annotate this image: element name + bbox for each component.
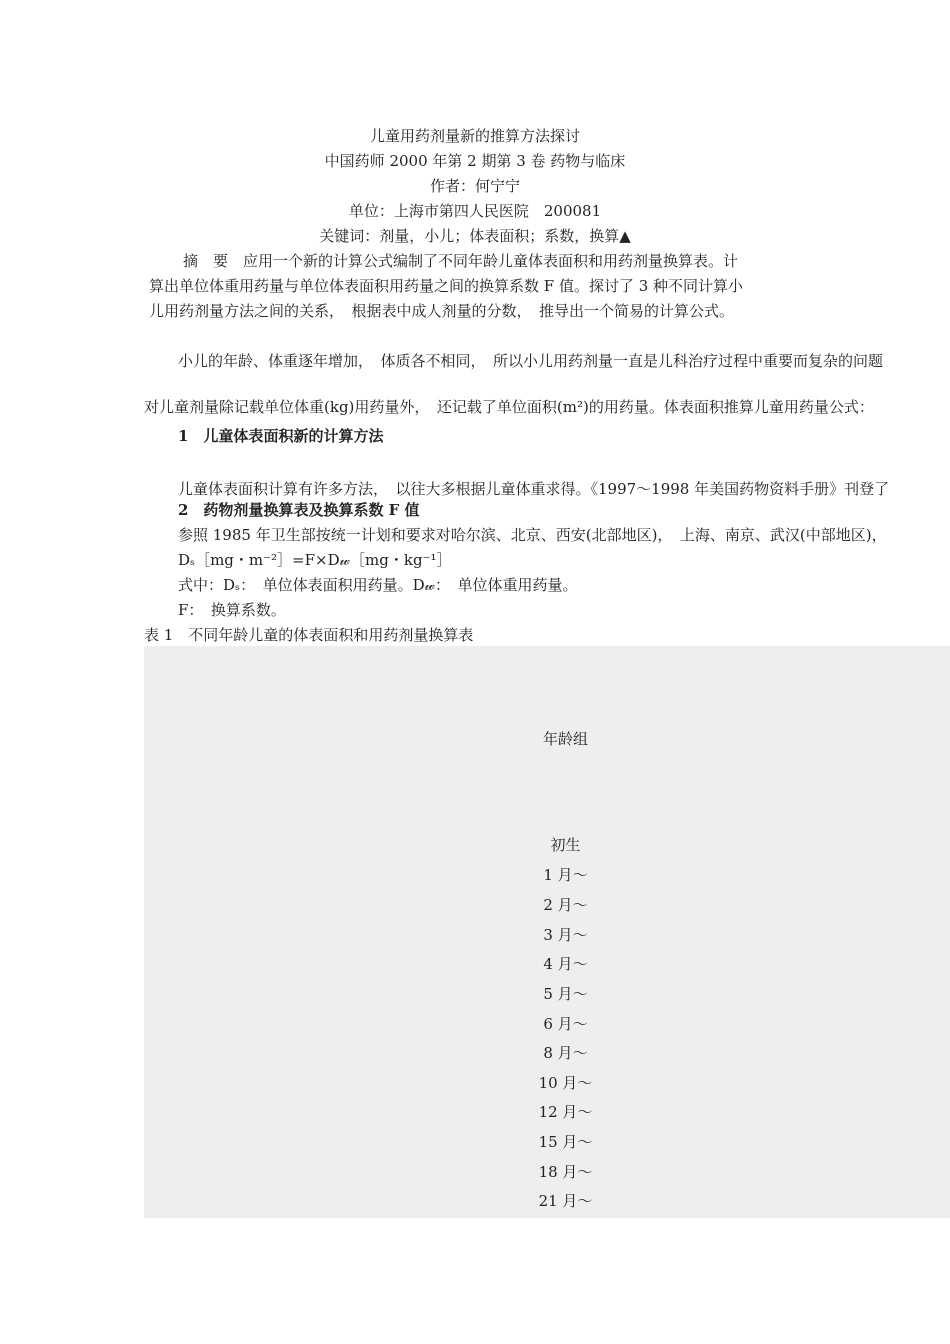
- article-title: 儿童用药剂量新的推算方法探讨: [369, 127, 580, 145]
- section-heading-1: 1 儿童体表面积新的计算方法: [178, 427, 384, 445]
- body-paragraph-3: 儿童体表面积计算有许多方法， 以往大多根据儿童体重求得。《1997～1998 年美国药物资料手册》刊登了: [178, 480, 890, 498]
- table-row: 18 月～: [538, 1163, 593, 1181]
- table-row: 4 月～: [543, 955, 588, 973]
- formula-definition-2: F： 换算系数。: [178, 601, 286, 619]
- body-paragraph-4: 参照 1985 年卫生部按统一计划和要求对哈尔滨、北京、西安(北部地区)， 上海、南京、武汉(中部地区)，: [178, 526, 887, 544]
- table-row: 12 月～: [538, 1103, 593, 1121]
- table-caption: 表 1 不同年龄儿童的体表面积和用药剂量换算表: [144, 626, 474, 644]
- section-heading-2: 2 药物剂量换算表及换算系数 F 值: [178, 501, 420, 519]
- table-row: 6 月～: [543, 1015, 588, 1033]
- keywords-line: 关键词：剂量，小儿；体表面积；系数，换算▲: [319, 227, 631, 245]
- table-row: 2 月～: [543, 896, 588, 914]
- table-row: 8 月～: [543, 1044, 588, 1062]
- table-row: 10 月～: [538, 1074, 593, 1092]
- table-row: 初生: [550, 836, 581, 854]
- body-paragraph-2: 对儿童剂量除记载单位体重(kg)用药量外， 还记载了单位面积(m²)的用药量。体表面积推算儿童用药量公式：: [144, 398, 874, 416]
- conversion-table: [144, 646, 950, 1218]
- table-row: 5 月～: [543, 985, 588, 1003]
- dosage-formula: Dₛ［mg・m⁻²］=F×D𝓌［mg・kg⁻¹］: [178, 551, 452, 569]
- table-row: 3 月～: [543, 926, 588, 944]
- formula-definition-1: 式中：Dₛ： 单位体表面积用药量。D𝓌： 单位体重用药量。: [178, 576, 578, 594]
- abstract-line-3: 儿用药剂量方法之间的关系， 根据表中成人剂量的分数， 推导出一个简易的计算公式。: [149, 302, 735, 320]
- abstract-line-1: 摘 要 应用一个新的计算公式编制了不同年龄儿童体表面积和用药剂量换算表。计: [183, 252, 739, 270]
- body-paragraph-1: 小儿的年龄、体重逐年增加， 体质各不相同， 所以小儿用药剂量一直是儿科治疗过程中重要而复杂的问题: [178, 352, 884, 370]
- abstract-line-2: 算出单位体重用药量与单位体表面积用药量之间的换算系数 F 值。探讨了 3 种不同计算小: [149, 277, 744, 295]
- author-line: 作者：何宁宁: [429, 177, 520, 195]
- table-row: 15 月～: [538, 1133, 593, 1151]
- table-row: 1 月～: [543, 866, 588, 884]
- table-header-age-group: 年龄组: [542, 730, 588, 748]
- journal-info: 中国药师 2000 年第 2 期第 3 卷 药物与临床: [324, 152, 626, 170]
- table-row: 21 月～: [538, 1192, 593, 1210]
- affiliation-line: 单位：上海市第四人民医院 200081: [348, 202, 602, 220]
